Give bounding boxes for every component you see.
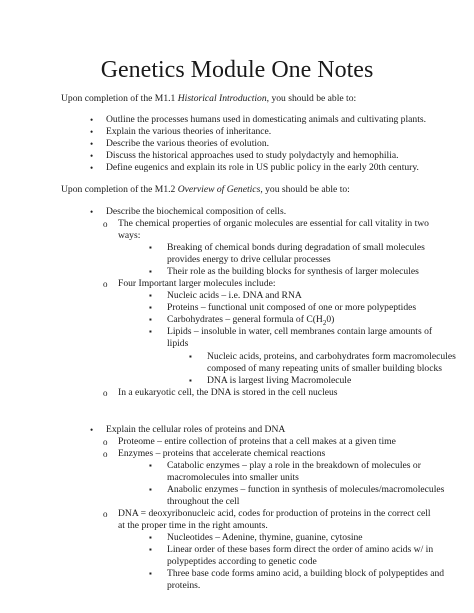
module-title-historical: Historical Introduction [177, 93, 267, 104]
square-marker: ▪ [189, 376, 192, 385]
list-item: Nucleic acids, proteins, and carbohydrates form macromolecules [207, 351, 456, 362]
list-item-continuation: proteins. [167, 580, 201, 591]
sub-marker: o [103, 437, 108, 447]
list-item: Three base code forms amino acid, a building block of polypeptides and [167, 568, 445, 579]
square-marker: ▪ [149, 243, 152, 252]
list-item: Nucleotides – Adenine, thymine, guanine, cytosine [167, 532, 363, 543]
sub-marker: o [103, 388, 108, 398]
list-item-continuation: provides energy to drive cellular processes [167, 254, 331, 265]
sub-marker: o [103, 449, 108, 459]
sub-marker: o [103, 509, 108, 519]
list-item-continuation: lipids [167, 338, 189, 349]
bullet-marker: • [90, 163, 94, 173]
square-marker: ▪ [149, 267, 152, 276]
sub-marker: o [103, 279, 108, 289]
bullet-marker: • [90, 139, 94, 149]
list-item: Catabolic enzymes – play a role in the breakdown of molecules or [167, 460, 421, 471]
square-marker: ▪ [149, 533, 152, 542]
bullet-marker: • [90, 127, 94, 137]
list-item: Linear order of these bases form direct the order of amino acids w/ in [167, 544, 434, 555]
square-marker: ▪ [149, 545, 152, 554]
list-item: Their role as the building blocks for synthesis of larger molecules [167, 266, 419, 277]
square-marker: ▪ [149, 315, 152, 324]
sub-marker: o [103, 219, 108, 229]
square-marker: ▪ [189, 352, 192, 361]
list-item: Explain the cellular roles of proteins and DNA [106, 424, 286, 435]
square-marker: ▪ [149, 327, 152, 336]
list-item: Lipids – insoluble in water, cell membranes contain large amounts of [167, 326, 433, 337]
list-item: Explain the various theories of inheritance. [106, 126, 272, 137]
list-item: Four Important larger molecules include: [118, 278, 276, 289]
list-item: Discuss the historical approaches used to study polydactyly and hemophilia. [106, 150, 399, 161]
square-marker: ▪ [149, 303, 152, 312]
list-item: Proteins – functional unit composed of one or more polypeptides [167, 302, 417, 313]
list-item: Breaking of chemical bonds during degradation of small molecules [167, 242, 425, 253]
square-marker: ▪ [149, 291, 152, 300]
square-marker: ▪ [149, 569, 152, 578]
list-item-formula: Carbohydrates – general formula of $C(H_20)$ [167, 314, 335, 327]
list-item: Anabolic enzymes – function in synthesis of molecules/macromolecules [167, 484, 445, 495]
square-marker: ▪ [149, 461, 152, 470]
list-item: Define eugenics and explain its role in US public policy in the early 20th century. [106, 162, 419, 173]
square-marker: ▪ [149, 485, 152, 494]
list-item: Proteome – entire collection of proteins that a cell makes at a given time [118, 436, 396, 447]
list-item: Nucleic acids – i.e. DNA and RNA [167, 290, 302, 301]
list-item: Enzymes – proteins that accelerate chemical reactions [118, 448, 326, 459]
bullet-marker: • [90, 425, 94, 435]
bullet-marker: • [90, 207, 94, 217]
module-title-overview: Overview of Genetics [177, 184, 261, 195]
page-title: Genetics Module One Notes [100, 57, 374, 83]
intro-overview: Upon completion of the M1.2 Overview of Genetics, you should be able to: [61, 184, 350, 195]
list-item-continuation: composed of many repeating units of smaller building blocks [207, 363, 443, 374]
list-item-continuation: polypeptides according to genetic code [167, 556, 317, 567]
list-item: DNA = deoxyribonucleic acid, codes for production of proteins in the correct cell [118, 508, 431, 519]
list-item-continuation: ways: [118, 230, 141, 241]
list-item: Outline the processes humans used in domesticating animals and cultivating plants. [106, 114, 426, 125]
list-item: Describe the various theories of evolution. [106, 138, 270, 149]
list-item: In a eukaryotic cell, the DNA is stored in the cell nucleus [118, 387, 338, 398]
bullet-marker: • [90, 115, 94, 125]
bullet-marker: • [90, 151, 94, 161]
list-item: The chemical properties of organic molecules are essential for call vitality in two [118, 218, 429, 229]
list-item-continuation: at the proper time in the right amounts. [118, 520, 268, 531]
list-item: DNA is largest living Macromolecule [207, 375, 352, 386]
list-item-continuation: throughout the cell [167, 496, 240, 507]
intro-historical: Upon completion of the M1.1 Historical Introduction, you should be able to: [61, 93, 357, 104]
list-item: Describe the biochemical composition of cells. [106, 206, 287, 217]
list-item-continuation: macromolecules into smaller units [167, 472, 299, 483]
